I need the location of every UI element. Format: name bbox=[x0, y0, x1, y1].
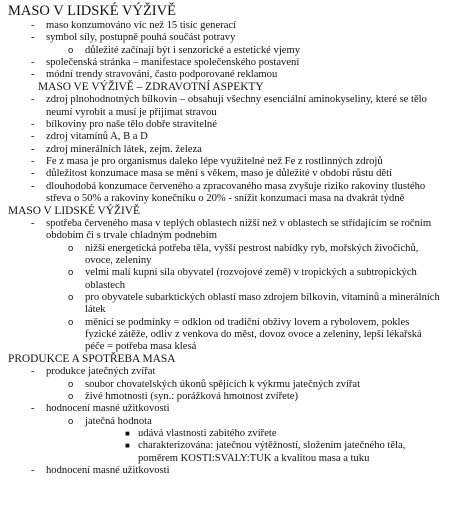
list-item: - společenská stránka – manifestace společenského postavení bbox=[31, 56, 300, 68]
list-item: o nižší energetická potřeba těla, vyšší pestrost nabídky ryb, mořských živočichů, ovoce, zeleniny bbox=[68, 242, 419, 267]
circle-bullet-icon: o bbox=[68, 415, 74, 427]
list-item: - Fe z masa je pro organismus daleko lépe využitelné než Fe z rostlinných zdrojů bbox=[31, 155, 383, 167]
list-item: - důležitost konzumace masa se mění s věkem, maso je důležité v období růstu dětí bbox=[31, 168, 392, 180]
list-item: - spotřeba červeného masa v teplých oblastech nižší než v oblastech se střídajícím se ročním obdobím či s trvale chladným podnebím bbox=[31, 218, 432, 242]
dash-bullet-icon: - bbox=[31, 94, 35, 106]
section-title: MASO V LIDSKÉ VÝŽIVĚ bbox=[8, 3, 176, 19]
list-item: o jatečná hodnota bbox=[68, 415, 152, 427]
dash-bullet-icon: - bbox=[31, 366, 35, 378]
section-title: PRODUKCE A SPOTŘEBA MASA bbox=[8, 353, 176, 366]
dash-bullet-icon: - bbox=[31, 403, 35, 415]
dash-bullet-icon: - bbox=[31, 69, 35, 81]
section-title: MASO V LIDSKÉ VÝŽIVĚ bbox=[8, 205, 140, 218]
dash-bullet-icon: - bbox=[31, 218, 35, 230]
section-health bbox=[8, 81, 443, 205]
list-item: o měnící se podmínky = odklon od tradiční obživy lovem a rybolovem, pokles fyzické zátěže, odliv z venkova do měst, dovoz ovoce a zeleniny, lepší lékařská péče = potřeba masa klesá bbox=[68, 316, 422, 353]
list-item: - zdroj minerálních látek, zejm. železa bbox=[31, 143, 202, 155]
circle-bullet-icon: o bbox=[68, 44, 74, 56]
section-diet bbox=[8, 205, 443, 353]
dash-bullet-icon: - bbox=[31, 143, 35, 155]
circle-bullet-icon: o bbox=[68, 267, 74, 279]
list-item: - hodnocení masné užitkovosti bbox=[31, 464, 170, 476]
list-item: - maso konzumováno víc než 15 tisíc generací bbox=[31, 20, 237, 31]
dash-bullet-icon: - bbox=[31, 180, 35, 192]
dash-bullet-icon: - bbox=[31, 32, 35, 44]
dash-bullet-icon: - bbox=[31, 155, 35, 167]
circle-bullet-icon: o bbox=[68, 291, 74, 303]
list-item: o velmi malí kupní síla obyvatel (rozvojové země) v tropických a subtropických oblastech bbox=[68, 267, 417, 291]
dash-bullet-icon: - bbox=[31, 464, 35, 476]
section-intro bbox=[8, 3, 443, 81]
circle-bullet-icon: o bbox=[68, 378, 74, 390]
dash-bullet-icon: - bbox=[31, 56, 35, 68]
square-bullet-icon: ■ bbox=[125, 441, 130, 451]
list-item: - zdroj plnohodnotných bílkovin – obsahují všechny esenciální aminokyseliny, které se tělo neumí vyrobit a musí je přijímat stravou bbox=[31, 94, 427, 118]
dash-bullet-icon: - bbox=[31, 119, 35, 131]
list-item: - hodnocení masné užitkovosti bbox=[31, 403, 170, 415]
dash-bullet-icon: - bbox=[31, 20, 35, 31]
list-item: - bílkoviny pro naše tělo dobře stravitelné bbox=[31, 119, 217, 131]
dash-bullet-icon: - bbox=[31, 168, 35, 180]
list-item: o živé hmotnosti (syn.: porážková hmotnost zvířete) bbox=[68, 391, 299, 403]
list-item: o pro obyvatele subarktických oblastí maso zdrojem bílkovin, vitamínů a minerálních látek bbox=[68, 291, 440, 316]
section-production bbox=[8, 353, 443, 477]
list-item: o důležité začínají být i senzorické a estetické vjemy bbox=[68, 44, 301, 56]
list-item: - symbol síly, postupně pouhá součást potravy bbox=[31, 32, 236, 44]
list-item: - dlouhodobá konzumace červeného a zpracovaného masa zvyšuje riziko rakoviny tlustého střeva o 50% a rakoviny konečníku o 20% - snížit konzumaci masa na dvakrát týdně bbox=[31, 180, 426, 204]
list-item: - produkce jatečných zvířat bbox=[31, 366, 156, 378]
circle-bullet-icon: o bbox=[68, 242, 74, 254]
list-item: o soubor chovatelských úkonů spějících k výkrmu jatečných zvířat bbox=[68, 378, 361, 390]
list-item: ■ udává vlastnosti zabitého zvířete bbox=[125, 427, 277, 439]
list-item: - zdroj vitamínů A, B a D bbox=[31, 131, 148, 143]
square-bullet-icon: ■ bbox=[125, 428, 130, 438]
section-title: MASO VE VÝŽIVĚ – ZDRAVOTNÍ ASPEKTY bbox=[38, 81, 264, 94]
circle-bullet-icon: o bbox=[68, 316, 74, 328]
dash-bullet-icon: - bbox=[31, 131, 35, 143]
list-item: ■ charakterizována: jatečnou výtěžností, složením jatečného těla, poměrem KOSTI:SVALY:TUK a kvalitou masa a tuku bbox=[125, 440, 406, 464]
circle-bullet-icon: o bbox=[68, 391, 74, 403]
list-item: - módní trendy stravování, často podporované reklamou bbox=[31, 69, 278, 81]
